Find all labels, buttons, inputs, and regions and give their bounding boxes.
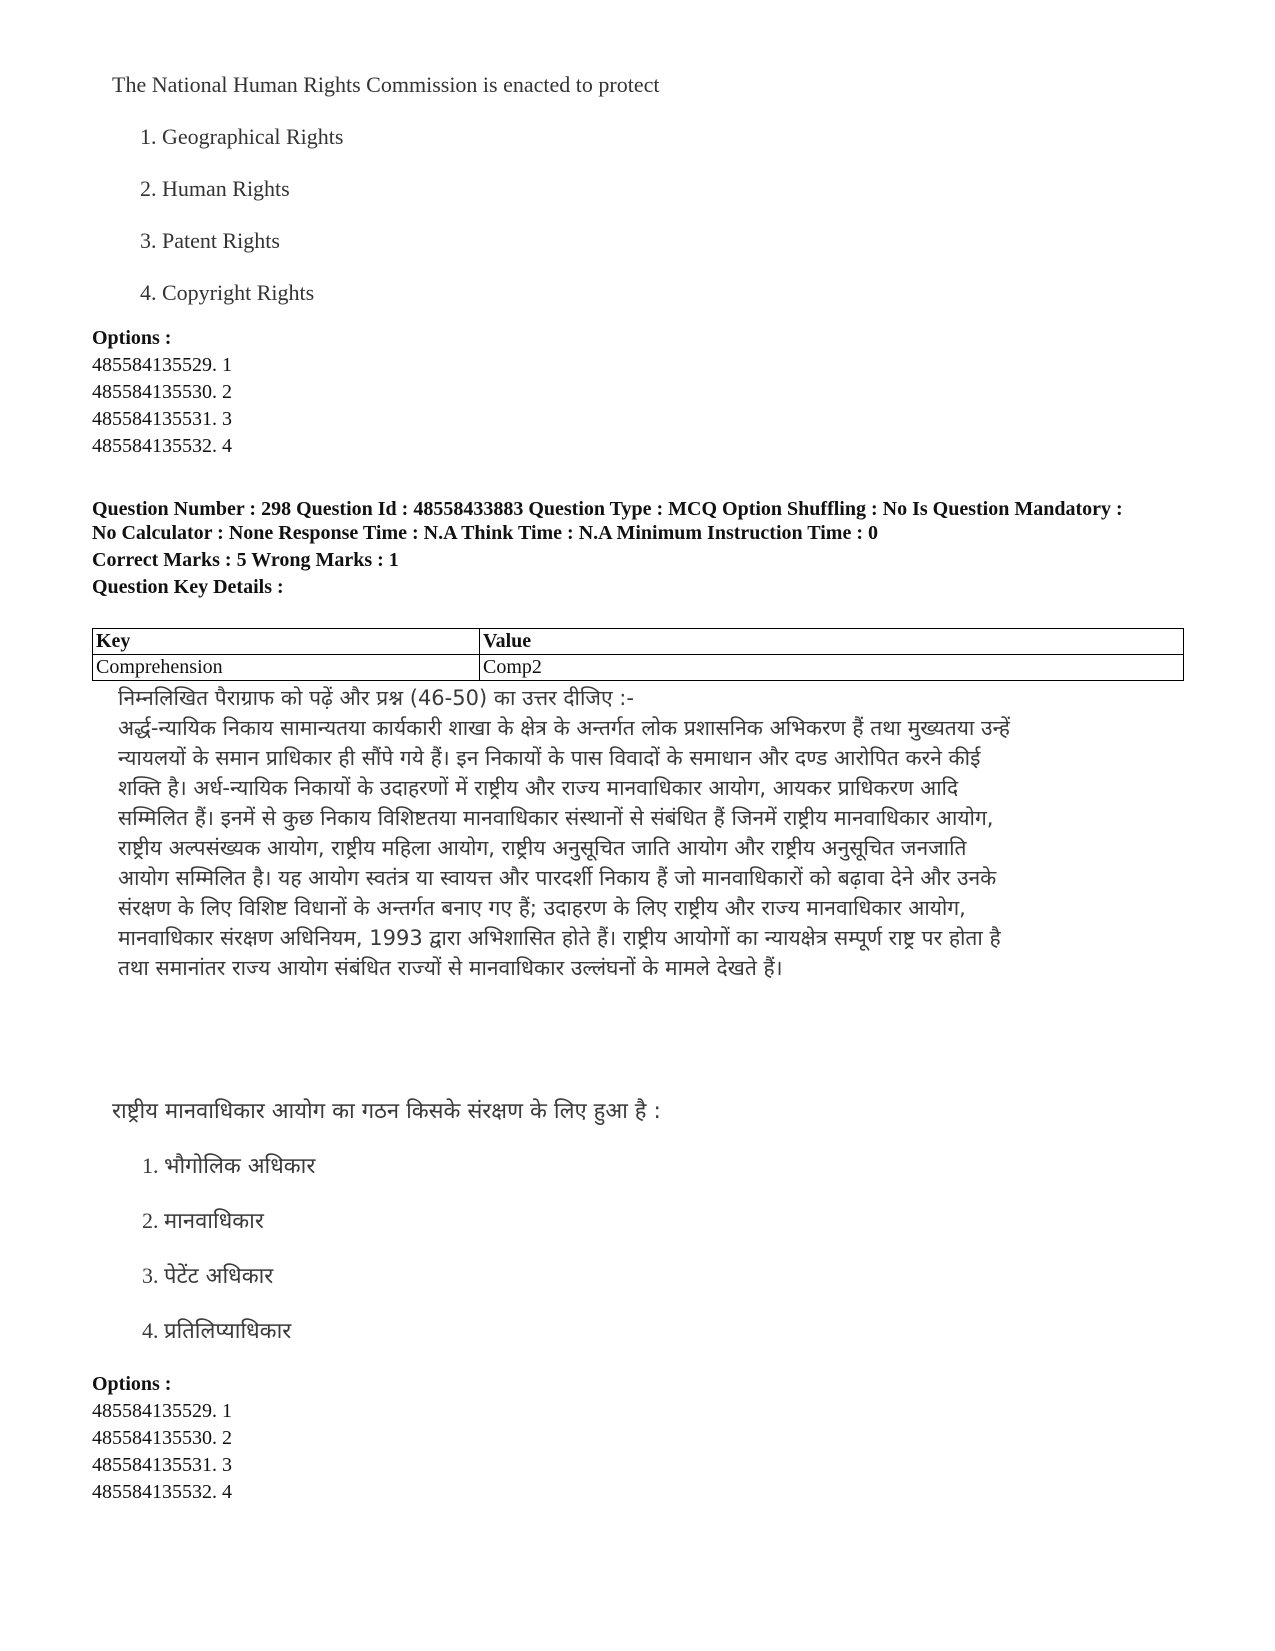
key-details-label: Question Key Details : (92, 576, 284, 598)
choice-item: 4. प्रतिलिप्याधिकार (142, 1318, 292, 1344)
key-details-table (92, 628, 1184, 681)
passage-line: आयोग सम्मिलित है। यह आयोग स्वतंत्र या स्वायत्त और पारदर्शी निकाय हैं जो मानवाधिकारों को बढ़ावा देने और उनके (118, 866, 997, 890)
option-line: 485584135531. 3 (92, 1454, 232, 1476)
passage-line: न्यायलयों के समान प्राधिकार ही सौंपे गये हैं। इन निकायों के पास विवादों के समाधान और दण्ड आरोपित करने कीई (118, 746, 981, 770)
table-header-cell: Key (93, 629, 480, 655)
passage-line: अर्द्ध-न्यायिक निकाय सामान्यतया कार्यकारी शाखा के क्षेत्र के अन्तर्गत लोक प्रशासनिक अभिकरण हैं तथा मुख्यतया उन्हें (118, 716, 1010, 740)
choice-item: 2. मानवाधिकार (142, 1208, 264, 1234)
option-line: 485584135532. 4 (92, 1481, 232, 1503)
option-line: 485584135532. 4 (92, 435, 232, 457)
choice-item: 2. Human Rights (140, 176, 290, 201)
option-line: 485584135531. 3 (92, 408, 232, 430)
options-label: Options : (92, 327, 172, 349)
passage-line: निम्नलिखित पैराग्राफ को पढ़ें और प्रश्न (46-50) का उत्तर दीजिए :- (118, 686, 634, 710)
options-label: Options : (92, 1373, 172, 1395)
table-cell: Comp2 (480, 655, 1184, 681)
option-line: 485584135529. 1 (92, 354, 232, 376)
question-1-text: The National Human Rights Commission is enacted to protect (112, 72, 660, 97)
table-header-row (93, 629, 1184, 655)
choice-item: 3. Patent Rights (140, 228, 280, 253)
passage-line: मानवाधिकार संरक्षण अधिनियम, 1993 द्वारा अभिशासित होते हैं। राष्ट्रीय आयोगों का न्यायक्षेत्र सम्पूर्ण राष्ट्र पर होता है (118, 926, 1001, 950)
choice-item: 1. भौगोलिक अधिकार (142, 1153, 316, 1179)
table-cell: Comprehension (93, 655, 480, 681)
question-2-text: राष्ट्रीय मानवाधिकार आयोग का गठन किसके संरक्षण के लिए हुआ है : (112, 1099, 661, 1124)
question-meta-line-2: No Calculator : None Response Time : N.A Think Time : N.A Minimum Instruction Time : 0 (92, 522, 878, 544)
choice-item: 1. Geographical Rights (140, 124, 344, 149)
passage-line: संरक्षण के लिए विशिष्ट विधानों के अन्तर्गत बनाए गए हैं; उदाहरण के लिए राष्ट्रीय और राज्य मानवाधिकार आयोग, (118, 896, 966, 920)
option-line: 485584135529. 1 (92, 1400, 232, 1422)
passage-line: सम्मिलित हैं। इनमें से कुछ निकाय विशिष्टतया मानवाधिकार संस्थानों से संबंधित हैं जिनमें राष्ट्रीय मानवाधिकार आयोग, (118, 806, 994, 830)
table-row (93, 655, 1184, 681)
passage-line: तथा समानांतर राज्य आयोग संबंधित राज्यों से मानवाधिकार उल्लंघनों के मामले देखते हैं। (118, 956, 783, 980)
option-line: 485584135530. 2 (92, 1427, 232, 1449)
choice-item: 4. Copyright Rights (140, 280, 315, 305)
choice-item: 3. पेटेंट अधिकार (142, 1263, 274, 1289)
option-line: 485584135530. 2 (92, 381, 232, 403)
question-meta-line-1: Question Number : 298 Question Id : 48558433883 Question Type : MCQ Option Shuffling : No Is Question Mandatory : (92, 498, 1123, 520)
table-header-cell: Value (480, 629, 1184, 655)
passage-line: राष्ट्रीय अल्पसंख्यक आयोग, राष्ट्रीय महिला आयोग, राष्ट्रीय अनुसूचित जाति आयोग और राष्ट्रीय अनुसूचित जनजाति (118, 836, 967, 860)
passage-line: शक्ति है। अर्ध-न्यायिक निकायों के उदाहरणों में राष्ट्रीय और राज्य मानवाधिकार आयोग, आयकर प्राधिकरण आदि (118, 776, 959, 800)
marks-line: Correct Marks : 5 Wrong Marks : 1 (92, 549, 399, 571)
